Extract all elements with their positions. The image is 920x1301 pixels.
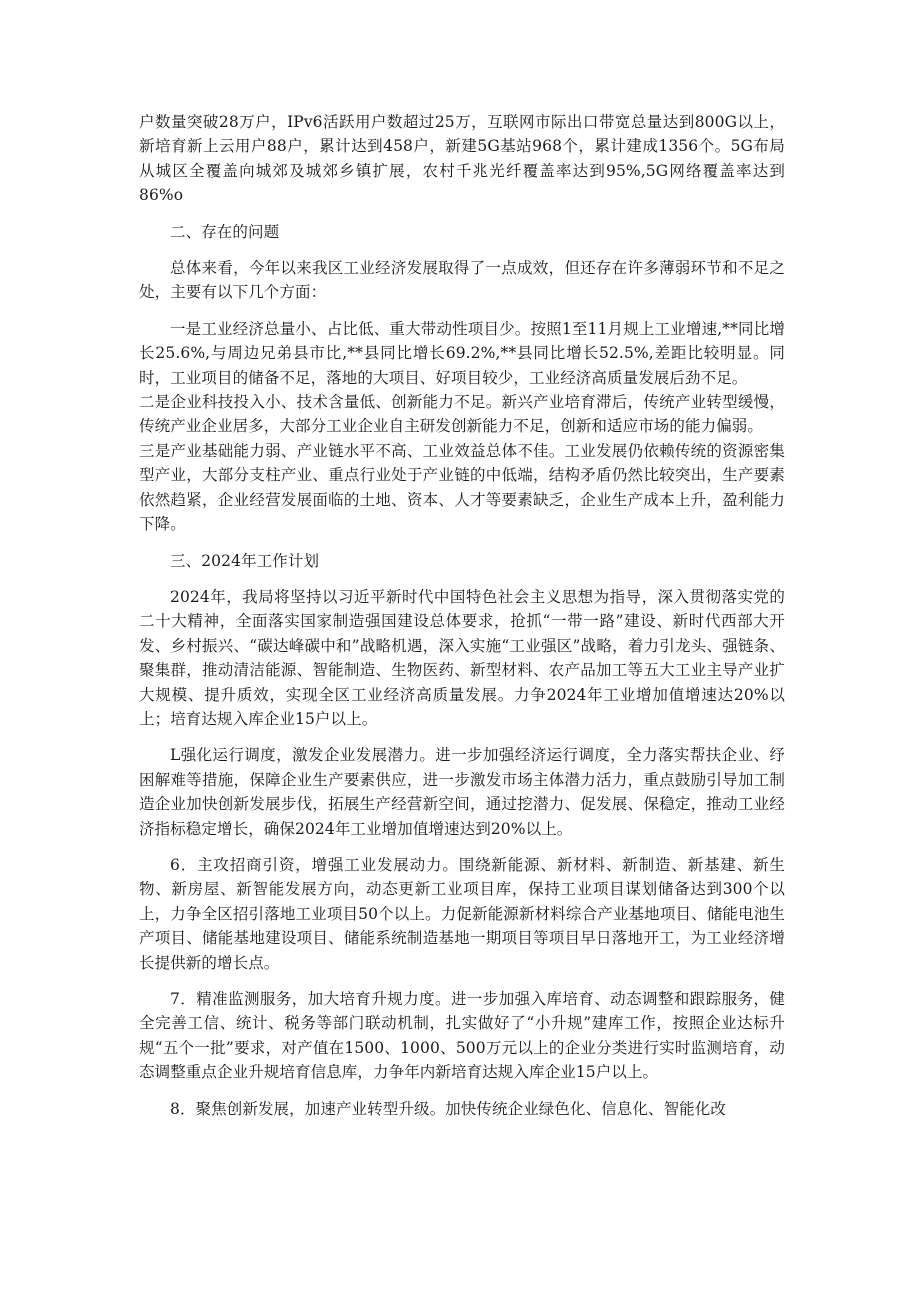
paragraph-plan-item-7: 7．精准监测服务，加大培育升规力度。进一步加强入库培育、动态调整和跟踪服务，健全完善工信、统计、税务等部门联动机制，扎实做好了“小升规”建库工作，按照企业达标升规“五个一批”要求，对产值在1500、1000、500万元以上的企业分类进行实时监测培育，动态调整重点企业升规培育信息库，力争年内新培育达规入库企业15户以上。 bbox=[139, 990, 785, 1082]
paragraph-telecom-stats: 户数量突破28万户，IPv6活跃用户数超过25万，互联网市际出口带宽总量达到800G以上，新培育新上云用户88户，累计达到458户，新建5G基站968个，累计建成1356个。5G布局从城区全覆盖向城郊及城郊乡镇扩展，农村千兆光纤覆盖率达到95%,5G网络覆盖率达到86%o bbox=[139, 113, 785, 205]
paragraph-problem-3: 三是产业基础能力弱、产业链水平不高、工业效益总体不佳。工业发展仍依赖传统的资源密集型产业，大部分支柱产业、重点行业处于产业链的中低端，结构矛盾仍然比较突出，生产要素依然趋紧，企业经营发展面临的土地、资本、人才等要素缺乏，企业生产成本上升，盈利能力下降。 bbox=[139, 441, 785, 534]
paragraph-problem-2: 二是企业科技投入小、技术含量低、创新能力不足。新兴产业培育滞后，传统产业转型缓慢，传统产业企业居多，大部分工业企业自主研发创新能力不足，创新和适应市场的能力偏弱。 bbox=[139, 393, 785, 436]
paragraph-plan-item-1: L强化运行调度，激发企业发展潜力。进一步加强经济运行调度，全力落实帮扶企业、纾困解难等措施，保障企业生产要素供应，进一步激发市场主体潜力活力，重点鼓励引导加工制造企业加快创新发展步伐，拓展生产经营新空间，通过挖潜力、促发展、保稳定，推动工业经济指标稳定增长，确保2024年工业增加值增速达到20%以上。 bbox=[139, 746, 785, 838]
section-heading-plan-2024: 三、2024年工作计划 bbox=[170, 551, 320, 570]
paragraph-problem-1: 一是工业经济总量小、占比低、重大带动性项目少。按照1至11月规上工业增速,**同比增长25.6%,与周边兄弟县市比,**县同比增长69.2%,**县同比增长52.5%,差距比较明显。同时，工业项目的储备不足，落地的大项目、好项目较少，工业经济高质量发展后劲不足。 bbox=[139, 319, 785, 387]
paragraph-plan-item-6: 6．主攻招商引资，增强工业发展动力。围绕新能源、新材料、新制造、新基建、新生物、新房屋、新智能发展方向，动态更新工业项目库，保持工业项目谋划储备达到300个以上，力争全区招引落地工业项目50个以上。力促新能源新材料综合产业基地项目、储能电池生产项目、储能基地建设项目、储能系统制造基地一期项目等项目早日落地开工，为工业经济增长提供新的增长点。 bbox=[139, 855, 785, 972]
paragraph-overview: 总体来看，今年以来我区工业经济发展取得了一点成效，但还存在许多薄弱环节和不足之处，主要有以下几个方面： bbox=[139, 259, 785, 302]
paragraph-plan-intro: 2024年，我局将坚持以习近平新时代中国特色社会主义思想为指导，深入贯彻落实党的二十大精神，全面落实国家制造强国建设总体要求，抢抓“一带一路”建设、新时代西部大开发、乡村振兴、“碳达峰碳中和”战略机遇，深入实施“工业强区”战略，着力引龙头、强链条、聚集群，推动清洁能源、智能制造、生物医药、新型材料、农产品加工等五大工业主导产业扩大规模、提升质效，实现全区工业经济高质量发展。力争2024年工业增加值增速达20%以上；培育达规入库企业15户以上。 bbox=[139, 587, 785, 728]
document-page bbox=[139, 110, 785, 1133]
paragraph-plan-item-8: 8．聚焦创新发展，加速产业转型升级。加快传统企业绿色化、信息化、智能化改 bbox=[170, 1099, 726, 1118]
section-heading-problems: 二、存在的问题 bbox=[170, 222, 280, 241]
